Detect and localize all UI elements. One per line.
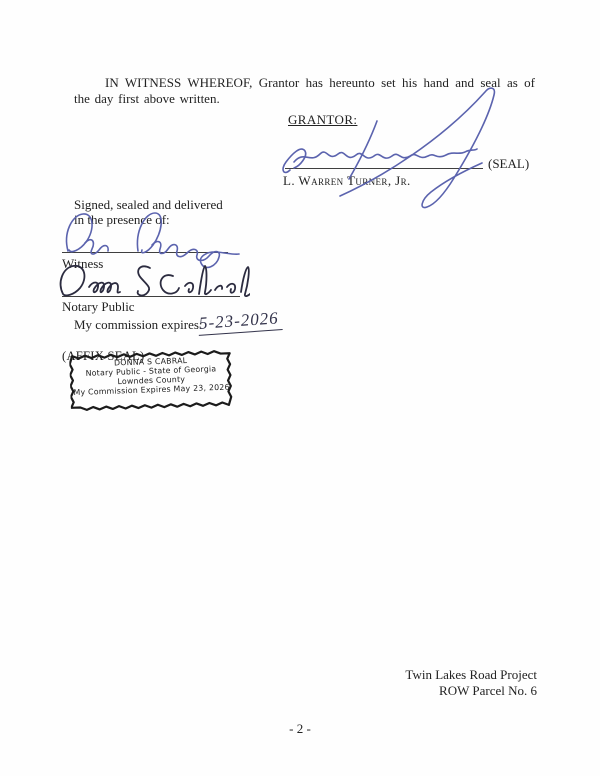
affix-seal-label: (AFFIX SEAL) [62, 349, 145, 363]
notary-stamp [69, 349, 233, 413]
footer-parcel-line: ROW Parcel No. 6 [439, 683, 537, 698]
stamp-county: Lowndes County [117, 375, 186, 387]
stamp-title-state: Notary Public - State of Georgia [85, 365, 217, 379]
presence-statement [74, 197, 223, 227]
seal-label: (SEAL) [488, 156, 530, 171]
commission-expires-label: My commission expires: [74, 317, 203, 332]
grantor-signature-line [285, 168, 483, 169]
witness-signature-line [62, 252, 228, 253]
presence-line-1: Signed, sealed and delivered [74, 197, 223, 212]
grantor-printed-name: L. Warren Turner, Jr. [283, 173, 411, 188]
notary-signature-line [62, 296, 240, 297]
commission-date-handwriting: 5-23-2026 [197, 308, 282, 336]
stamp-notary-name: DONNA S CABRAL [113, 356, 188, 368]
notary-public-label: Notary Public [62, 299, 135, 314]
witness-clause-paragraph: IN WITNESS WHEREOF, Grantor has hereunto set his hand and seal as of the day first above written. [74, 75, 535, 106]
stamp-expiration: My Commission Expires May 23, 2026 [73, 383, 230, 398]
footer-project-line: Twin Lakes Road Project [405, 667, 537, 682]
notary-stamp-text [70, 355, 232, 398]
witness-label: Witness [62, 256, 104, 271]
presence-line-2: in the presence of: [74, 212, 170, 227]
footer-reference [405, 667, 537, 699]
page-number: - 2 - [289, 721, 311, 736]
grantor-heading: GRANTOR: [288, 112, 358, 127]
